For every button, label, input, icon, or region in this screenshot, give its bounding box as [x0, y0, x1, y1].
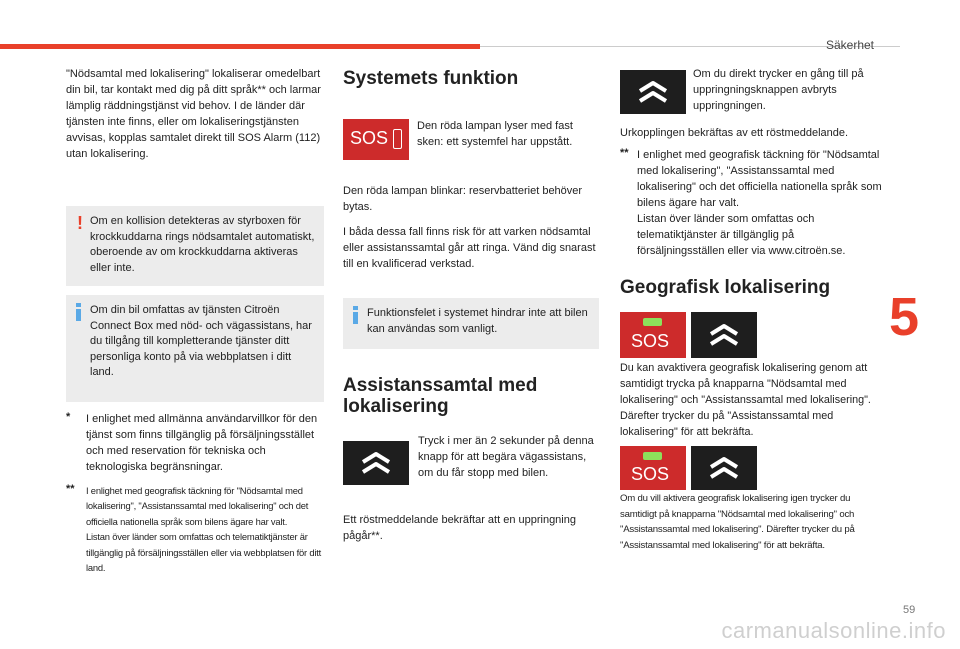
watermark: carmanualsonline.info — [721, 618, 946, 643]
column-right — [620, 66, 882, 553]
chevron-logo-icon-3 — [691, 312, 757, 358]
page-number: 59 — [903, 604, 916, 616]
cancel-text: Om du direkt trycker en gång till på uppringningsknappen avbryts uppringningen. — [693, 68, 864, 112]
sos-lamp-row — [343, 119, 599, 169]
column-middle — [343, 66, 599, 544]
warning-callout — [66, 206, 324, 286]
info-icon — [76, 303, 81, 321]
sos-button-label-2: SOS — [631, 331, 670, 351]
footnote-2-text: I enlighet med geografisk täckning för "Nödsamtal med lokalisering", "Assistanssamtal med lokalisering" och det officiella nationella språk som bilens ägare har valt. — [86, 485, 309, 527]
info-text-2: Funktionsfelet i systemet hindrar inte att bilen kan användas som vanligt. — [367, 307, 588, 335]
both-cases-text: I båda dessa fall finns risk för att varken nödsamtal eller assistanssamtal går att ringa. Vänd dig snarast till en kvalificerad verkstad. — [343, 226, 596, 270]
heading-system-function: Systemets funktion — [343, 68, 519, 89]
assistance-button-icon-3 — [691, 312, 757, 358]
chevron-logo-icon — [343, 441, 409, 485]
sos-button-label: SOS — [350, 128, 389, 148]
sos-led-icon — [393, 129, 402, 149]
column-left — [66, 66, 324, 575]
heading-assistance-call: Assistanssamtal med lokalisering — [343, 375, 538, 417]
footnote-1-text: I enlighet med allmänna användarvillkor för den tjänst som finns tillgänglig på försäljningsstället och med reservation för tekniska och teknologiska begränsningar. — [86, 413, 318, 473]
footnote-1-mark: * — [66, 411, 71, 423]
assistance-button-icon — [343, 441, 409, 485]
chevron-logo-icon-2 — [620, 70, 686, 114]
footnote-2-text-b: Listan över länder som omfattas och telematiktjänster är tillgänglig på försäljningsställen eller via webbplatsen för ditt land. — [86, 531, 322, 574]
sos-button-icon-3 — [620, 446, 686, 490]
warning-text: Om en kollision detekteras av styrboxen för krockkuddarna rings nödsamtalet automatiskt, oberoende av om krockkuddarna aktiveras eller inte. — [90, 215, 315, 274]
footnote-3-text-b: Listan över länder som omfattas och telematiktjänster är tillgänglig på försäljningsställen eller via www.citroën.se. — [637, 213, 846, 257]
cancel-row — [620, 66, 882, 118]
info-callout-2 — [343, 298, 599, 349]
section-title: Säkerhet — [825, 38, 874, 52]
assistance-button-icon-2 — [620, 70, 686, 114]
footnote-3 — [620, 147, 882, 259]
chevron-logo-icon-4 — [691, 446, 757, 490]
footnote-2 — [66, 483, 324, 575]
blink-text: Den röda lampan blinkar: reservbatteriet behöver bytas. — [343, 185, 583, 213]
deactivate-text: Du kan avaktivera geografisk lokalisering genom att samtidigt trycka på knapparna "Nödsamtal med lokalisering" och "Assistanssamtal med lokalisering". Därefter trycker du på "Assistanssamtal med lokalisering" för att bekräfta. — [620, 362, 871, 438]
info-icon-2 — [353, 306, 358, 324]
press-text: Tryck i mer än 2 sekunder på denna knapp för att begära vägassistans, om du får stopp med bilen. — [418, 435, 594, 479]
chapter-number: 5 — [889, 287, 920, 347]
footnote-1 — [66, 411, 324, 475]
sos-button-label-3: SOS — [631, 464, 670, 484]
heading-geo-localisation: Geografisk lokalisering — [620, 277, 831, 298]
sos-button-icon — [343, 119, 409, 160]
red-lamp-text: Den röda lampan lyser med fast sken: ett systemfel har uppstått. — [417, 120, 573, 148]
sos-led-icon-2 — [643, 318, 662, 326]
footnote-2-mark: ** — [66, 483, 75, 495]
footnote-3-mark: ** — [620, 147, 629, 159]
warning-icon: ! — [77, 213, 83, 233]
sos-led-icon-3 — [643, 452, 662, 460]
confirm-text: Urkopplingen bekräftas av ett röstmeddelande. — [620, 127, 849, 139]
assist-button-row — [343, 433, 599, 495]
geo-buttons-row-2 — [620, 446, 882, 490]
assistance-button-icon-4 — [691, 446, 757, 490]
header-accent-bar — [0, 44, 480, 49]
intro-paragraph: "Nödsamtal med lokalisering" lokaliserar omedelbart din bil, tar kontakt med dig på ditt språk** och larmar lämplig räddningstjänst vid behov. I de länder där tjänsten inte finns, eller om lokaliseringstjänsten avvisas, kopplas samtalet direkt till SOS Alarm (112) utan lokalisering. — [66, 68, 321, 160]
sos-button-icon-2 — [620, 312, 686, 358]
voice-text: Ett röstmeddelande bekräftar att en uppringning pågår**. — [343, 514, 576, 542]
info-text: Om din bil omfattas av tjänsten Citroën Connect Box med nöd- och vägassistans, har du tillgång till kompletterande tjänster ditt personliga konto på via webbplatsen i ditt land. — [90, 304, 312, 379]
footnote-3-text: I enlighet med geografisk täckning för "Nödsamtal med lokalisering", "Assistanssamtal med lokalisering" och det officiella nationella språk som bilens ägare har valt. — [637, 149, 882, 209]
geo-buttons-row-1 — [620, 312, 882, 358]
activate-text: Om du vill aktivera geografisk lokalisering igen trycker du samtidigt på knapparna "Nödsamtal med lokalisering" och "Assistanssamtal med lokalisering". Därefter trycker du på "Assistanssamtal med lokalisering" för att bekräfta. — [620, 493, 855, 551]
info-callout — [66, 295, 324, 402]
